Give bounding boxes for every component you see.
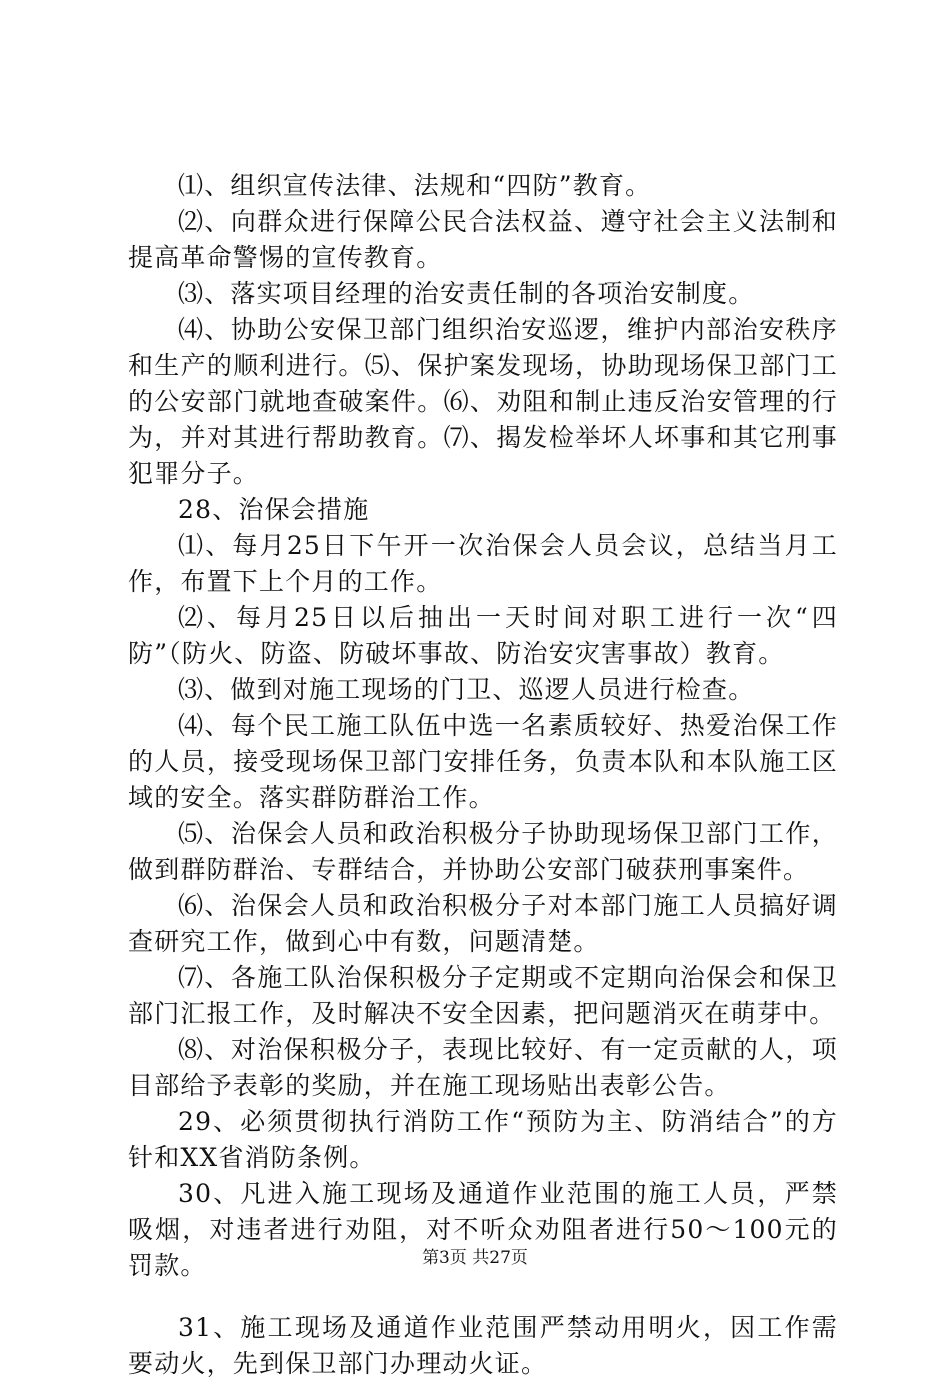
paragraph: ⑵、每月25日以后抽出一天时间对职工进行一次“四防”（防火、防盗、防破坏事故、防治安灾害事故）教育。: [128, 603, 838, 668]
paragraph: ⑴、组织宣传法律、法规和“四防”教育。: [178, 171, 652, 200]
paragraph: 29、必须贯彻执行消防工作“预防为主、防消结合”的方针和XX省消防条例。: [128, 1107, 838, 1172]
page-number-footer: 第3页 共27页: [422, 1248, 528, 1268]
paragraph: ⑻、对治保积极分子，表现比较好、有一定贡献的人，项目部给予表彰的奖励，并在施工现场贴出表彰公告。: [128, 1035, 838, 1100]
paragraph: ⑶、做到对施工现场的门卫、巡逻人员进行检查。: [178, 675, 755, 704]
paragraph: ⑺、各施工队治保积极分子定期或不定期向治保会和保卫部门汇报工作，及时解决不安全因素，把问题消灭在萌芽中。: [128, 963, 838, 1028]
paragraph: 30、凡进入施工现场及通道作业范围的施工人员，严禁吸烟，对违者进行劝阻，对不听众劝阻者进行50～100元的罚款。: [128, 1179, 838, 1280]
paragraph: 31、施工现场及通道作业范围严禁动用明火，因工作需要动火，先到保卫部门办理动火证。: [128, 1313, 838, 1378]
paragraph: ⑹、治保会人员和政治积极分子对本部门施工人员搞好调查研究工作，做到心中有数，问题清楚。: [128, 891, 838, 956]
paragraph-spacer: [128, 1284, 838, 1310]
paragraph: ⑷、协助公安保卫部门组织治安巡逻，维护内部治安秩序和生产的顺利进行。⑸、保护案发现场，协助现场保卫部门工的公安部门就地查破案件。⑹、劝阻和制止违反治安管理的行为，并对其进行帮助教育。⑺、揭发检举坏人坏事和其它刑事犯罪分子。: [128, 315, 838, 488]
paragraph: ⑶、落实项目经理的治安责任制的各项治安制度。: [178, 279, 755, 308]
paragraph: ⑵、向群众进行保障公民合法权益、遵守社会主义法制和提高革命警惕的宣传教育。: [128, 207, 838, 272]
paragraph: ⑷、每个民工施工队伍中选一名素质较好、热爱治保工作的人员，接受现场保卫部门安排任务，负责本队和本队施工区域的安全。落实群防群治工作。: [128, 711, 838, 812]
paragraph: ⑴、每月25日下午开一次治保会人员会议，总结当月工作，布置下上个月的工作。: [128, 531, 838, 596]
paragraph: ⑸、治保会人员和政治积极分子协助现场保卫部门工作，做到群防群治、专群结合，并协助公安部门破获刑事案件。: [128, 819, 838, 884]
document-body: [128, 168, 838, 1382]
section-heading: 28、治保会措施: [178, 495, 370, 524]
